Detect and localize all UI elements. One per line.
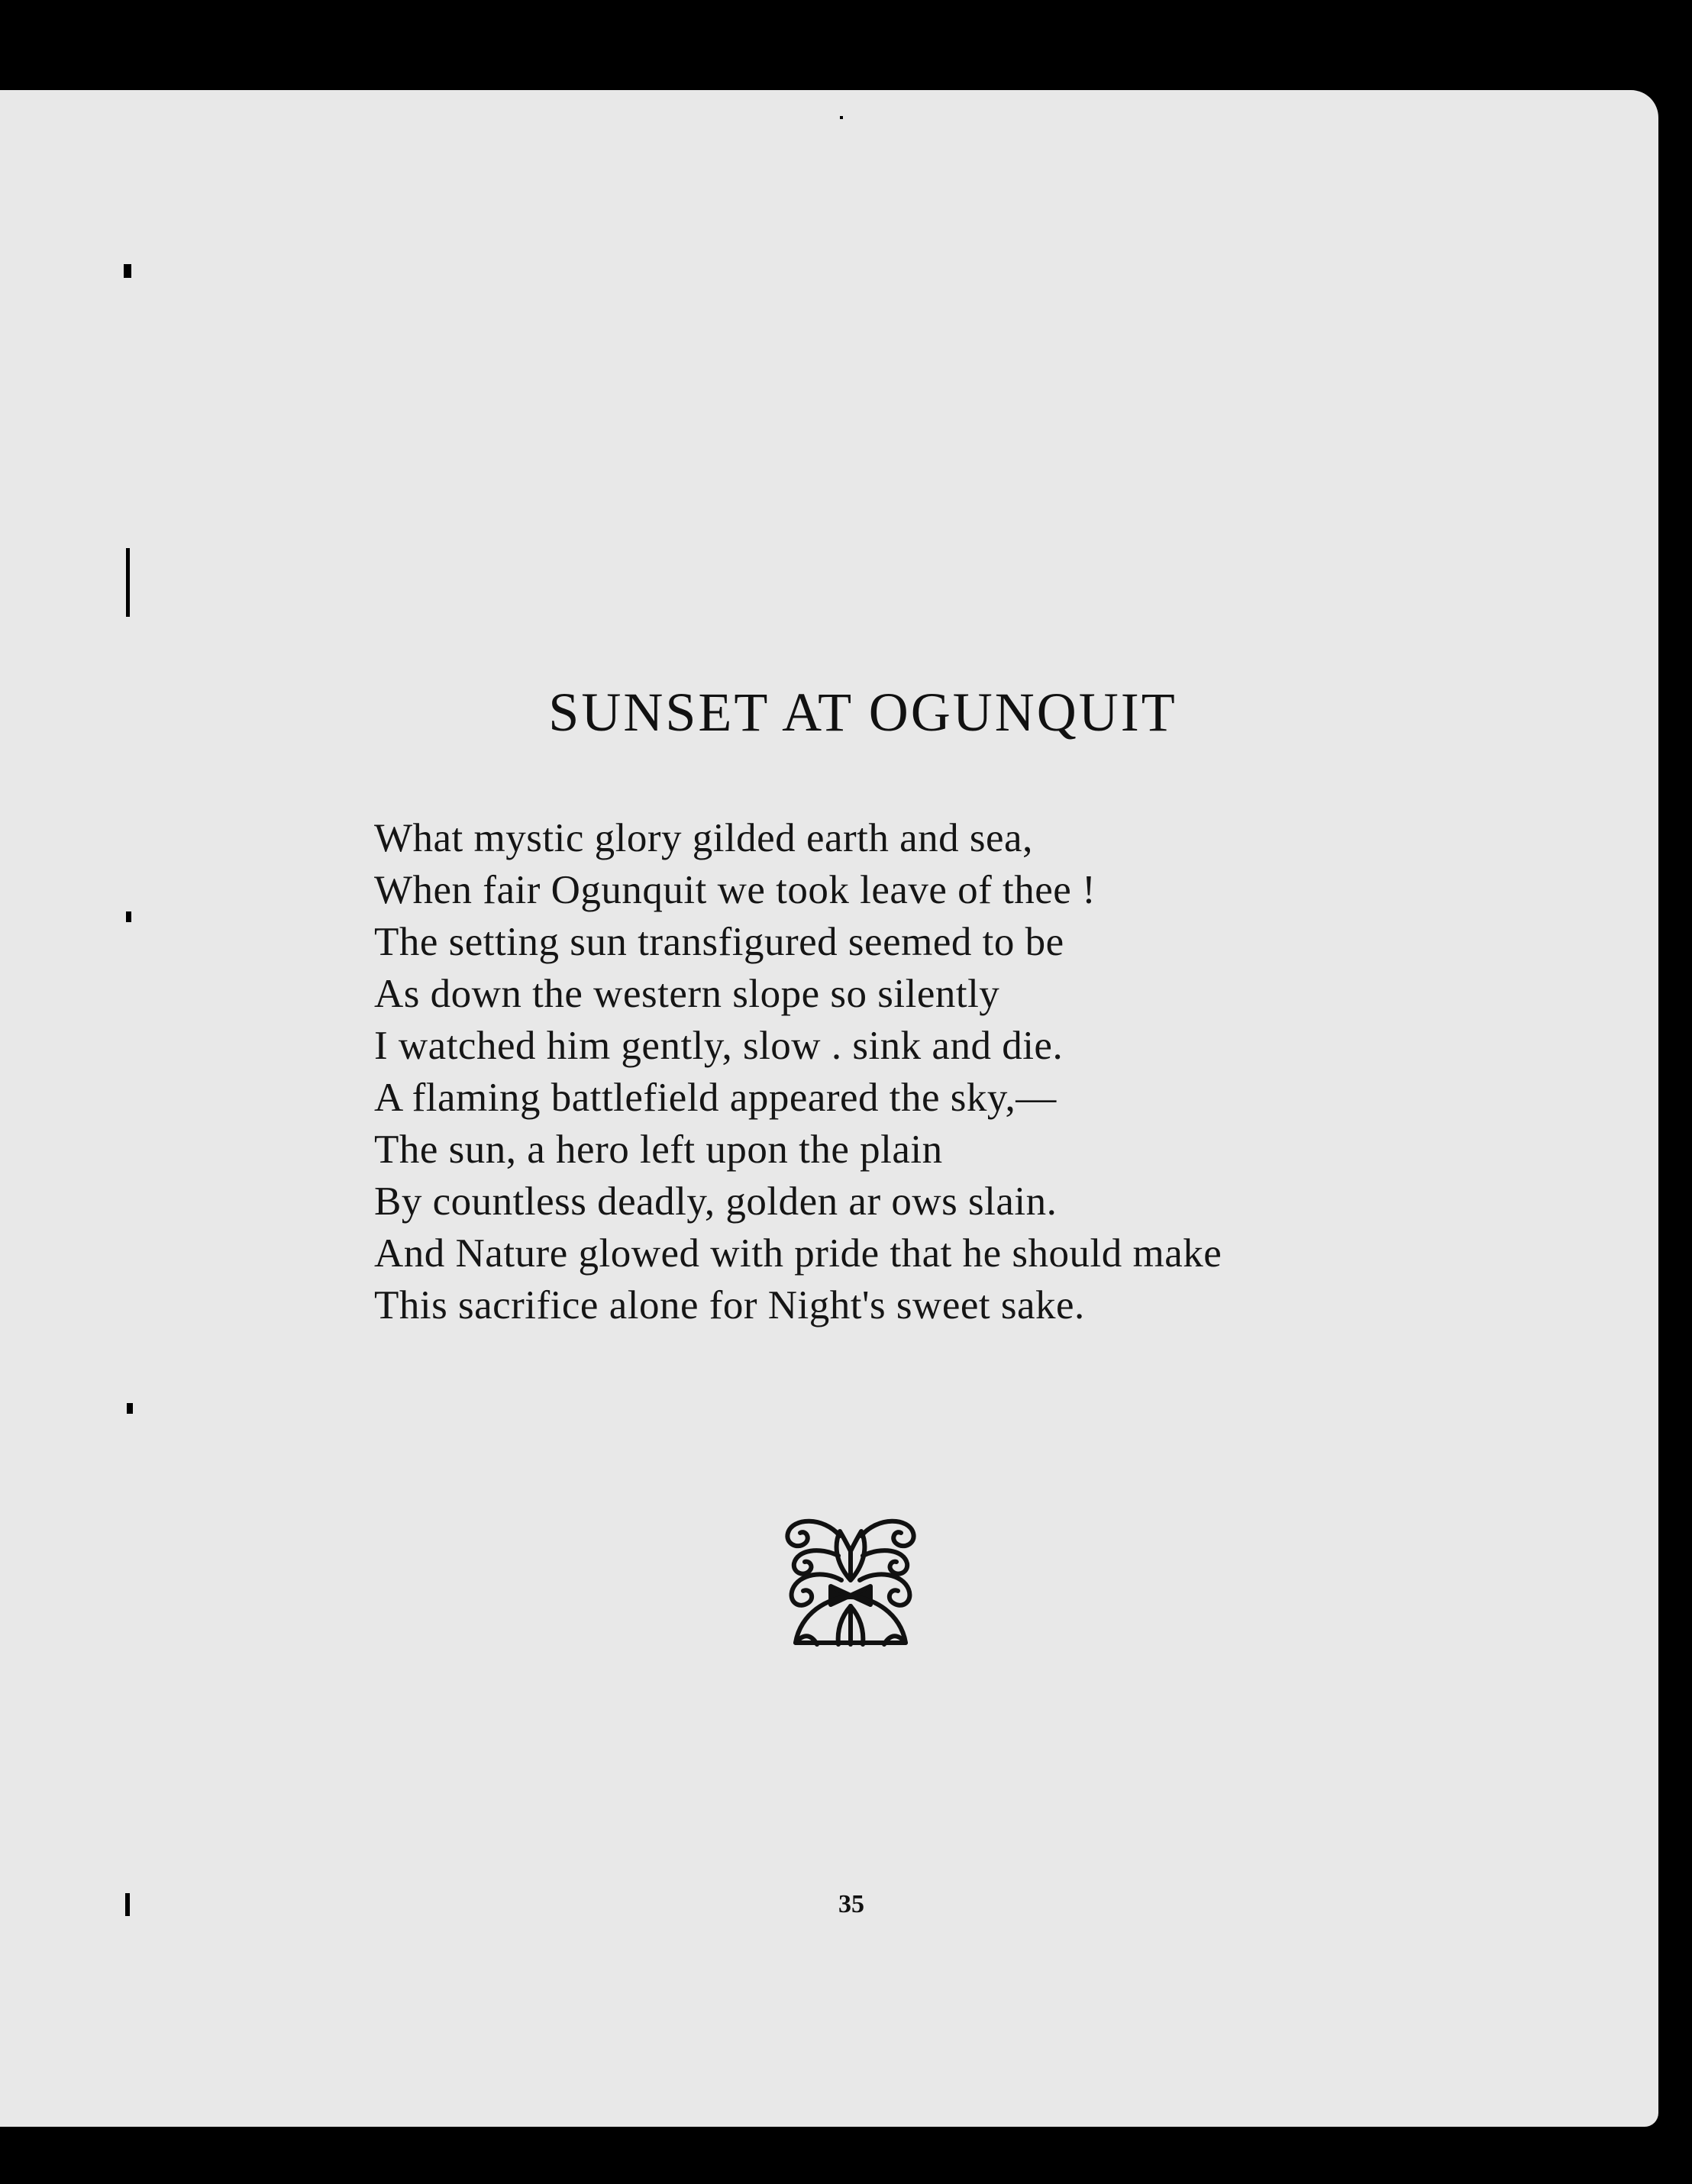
scan-speck [840,116,843,119]
poem-line: What mystic glory gilded earth and sea, [374,816,1033,860]
scan-speck [126,911,131,922]
poem-body [374,812,1222,1331]
scan-speck [125,1893,130,1916]
floral-ornament-icon [777,1510,924,1653]
poem-title: SUNSET AT OGUNQUIT [548,682,1177,743]
scan-speck [126,548,130,617]
poem-line: And Nature glowed with pride that he should make [374,1231,1222,1276]
poem-line: I watched him gently, slow . sink and die. [374,1024,1064,1068]
poem-line: As down the western slope so silently [374,972,1000,1016]
poem-line: This sacrifice alone for Night's sweet sake. [374,1283,1085,1327]
poem-line: A flaming battlefield appeared the sky,— [374,1076,1057,1120]
page-number: 35 [838,1890,864,1918]
poem-line: By countless deadly, golden ar ows slain. [374,1179,1058,1224]
scan-speck [124,264,131,278]
poem-line: The sun, a hero left upon the plain [374,1127,943,1172]
poem-line: When fair Ogunquit we took leave of thee ! [374,868,1096,912]
scan-speck [127,1403,133,1414]
poem-line: The setting sun transfigured seemed to be [374,920,1064,964]
